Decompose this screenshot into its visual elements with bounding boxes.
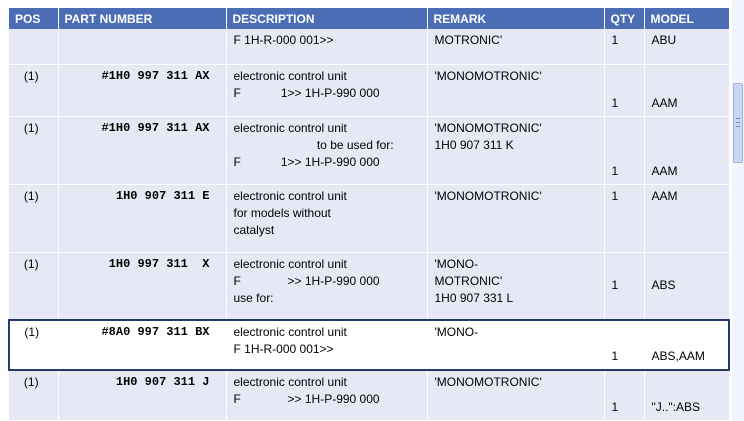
cell-description: electronic control unit F 1>> 1H-P-990 000 bbox=[226, 64, 427, 116]
cell-pos bbox=[9, 29, 58, 64]
cell-description: electronic control unit to be used for: F 1>> 1H-P-990 000 bbox=[226, 116, 427, 184]
cell-qty: 1 bbox=[604, 184, 644, 252]
cell-model: AAM bbox=[644, 116, 729, 184]
parts-table bbox=[8, 8, 730, 421]
scrollbar-grip-icon bbox=[736, 118, 740, 127]
cell-remark: 'MONOMOTRONIC' bbox=[427, 64, 604, 116]
table-row-selected[interactable] bbox=[9, 320, 729, 370]
cell-qty: 1 bbox=[604, 320, 644, 370]
cell-qty: 1 bbox=[604, 370, 644, 420]
column-header-remark[interactable]: REMARK bbox=[427, 8, 604, 29]
cell-part-number: 1H0 907 311 J bbox=[58, 370, 226, 420]
table-row[interactable] bbox=[9, 370, 729, 420]
cell-part-number: #1H0 997 311 AX bbox=[58, 64, 226, 116]
cell-qty: 1 bbox=[604, 29, 644, 64]
cell-description: electronic control unit for models without catalyst bbox=[226, 184, 427, 252]
cell-qty: 1 bbox=[604, 116, 644, 184]
cell-pos: (1) bbox=[9, 370, 58, 420]
cell-remark: 'MONOMOTRONIC' bbox=[427, 370, 604, 420]
cell-model: ABU bbox=[644, 29, 729, 64]
cell-remark: 'MONO- bbox=[427, 320, 604, 370]
cell-description: electronic control unit F 1H-R-000 001>> bbox=[226, 320, 427, 370]
column-header-part-number[interactable]: PART NUMBER bbox=[58, 8, 226, 29]
cell-remark: 'MONOMOTRONIC' 1H0 907 311 K bbox=[427, 116, 604, 184]
cell-description: electronic control unit F >> 1H-P-990 000 bbox=[226, 370, 427, 420]
cell-pos: (1) bbox=[9, 184, 58, 252]
table-row[interactable] bbox=[9, 29, 729, 64]
cell-pos: (1) bbox=[9, 320, 58, 370]
cell-part-number: 1H0 907 311 E bbox=[58, 184, 226, 252]
cell-remark: 'MONO- MOTRONIC' 1H0 907 331 L bbox=[427, 252, 604, 320]
table-row[interactable] bbox=[9, 184, 729, 252]
cell-part-number: 1H0 997 311 X bbox=[58, 252, 226, 320]
cell-pos: (1) bbox=[9, 116, 58, 184]
cell-description: F 1H-R-000 001>> bbox=[226, 29, 427, 64]
cell-model: AAM bbox=[644, 184, 729, 252]
cell-pos: (1) bbox=[9, 64, 58, 116]
column-header-description[interactable]: DESCRIPTION bbox=[226, 8, 427, 29]
cell-remark: MOTRONIC' bbox=[427, 29, 604, 64]
cell-model: ABS,AAM bbox=[644, 320, 729, 370]
cell-model: AAM bbox=[644, 64, 729, 116]
column-header-qty[interactable]: QTY bbox=[604, 8, 644, 29]
table-row[interactable] bbox=[9, 64, 729, 116]
cell-qty: 1 bbox=[604, 64, 644, 116]
cell-part-number bbox=[58, 29, 226, 64]
cell-pos: (1) bbox=[9, 252, 58, 320]
cell-model: ABS bbox=[644, 252, 729, 320]
table-header-row bbox=[9, 8, 729, 29]
column-header-pos[interactable]: POS bbox=[9, 8, 58, 29]
table-row[interactable] bbox=[9, 116, 729, 184]
cell-part-number: #8A0 997 311 BX bbox=[58, 320, 226, 370]
cell-remark: 'MONOMOTRONIC' bbox=[427, 184, 604, 252]
cell-model: "J..":ABS bbox=[644, 370, 729, 420]
cell-part-number: #1H0 997 311 AX bbox=[58, 116, 226, 184]
cell-qty: 1 bbox=[604, 252, 644, 320]
cell-description: electronic control unit F >> 1H-P-990 000 use for: bbox=[226, 252, 427, 320]
column-header-model[interactable]: MODEL bbox=[644, 8, 729, 29]
table-row[interactable] bbox=[9, 252, 729, 320]
vertical-scrollbar-track[interactable] bbox=[732, 0, 744, 421]
